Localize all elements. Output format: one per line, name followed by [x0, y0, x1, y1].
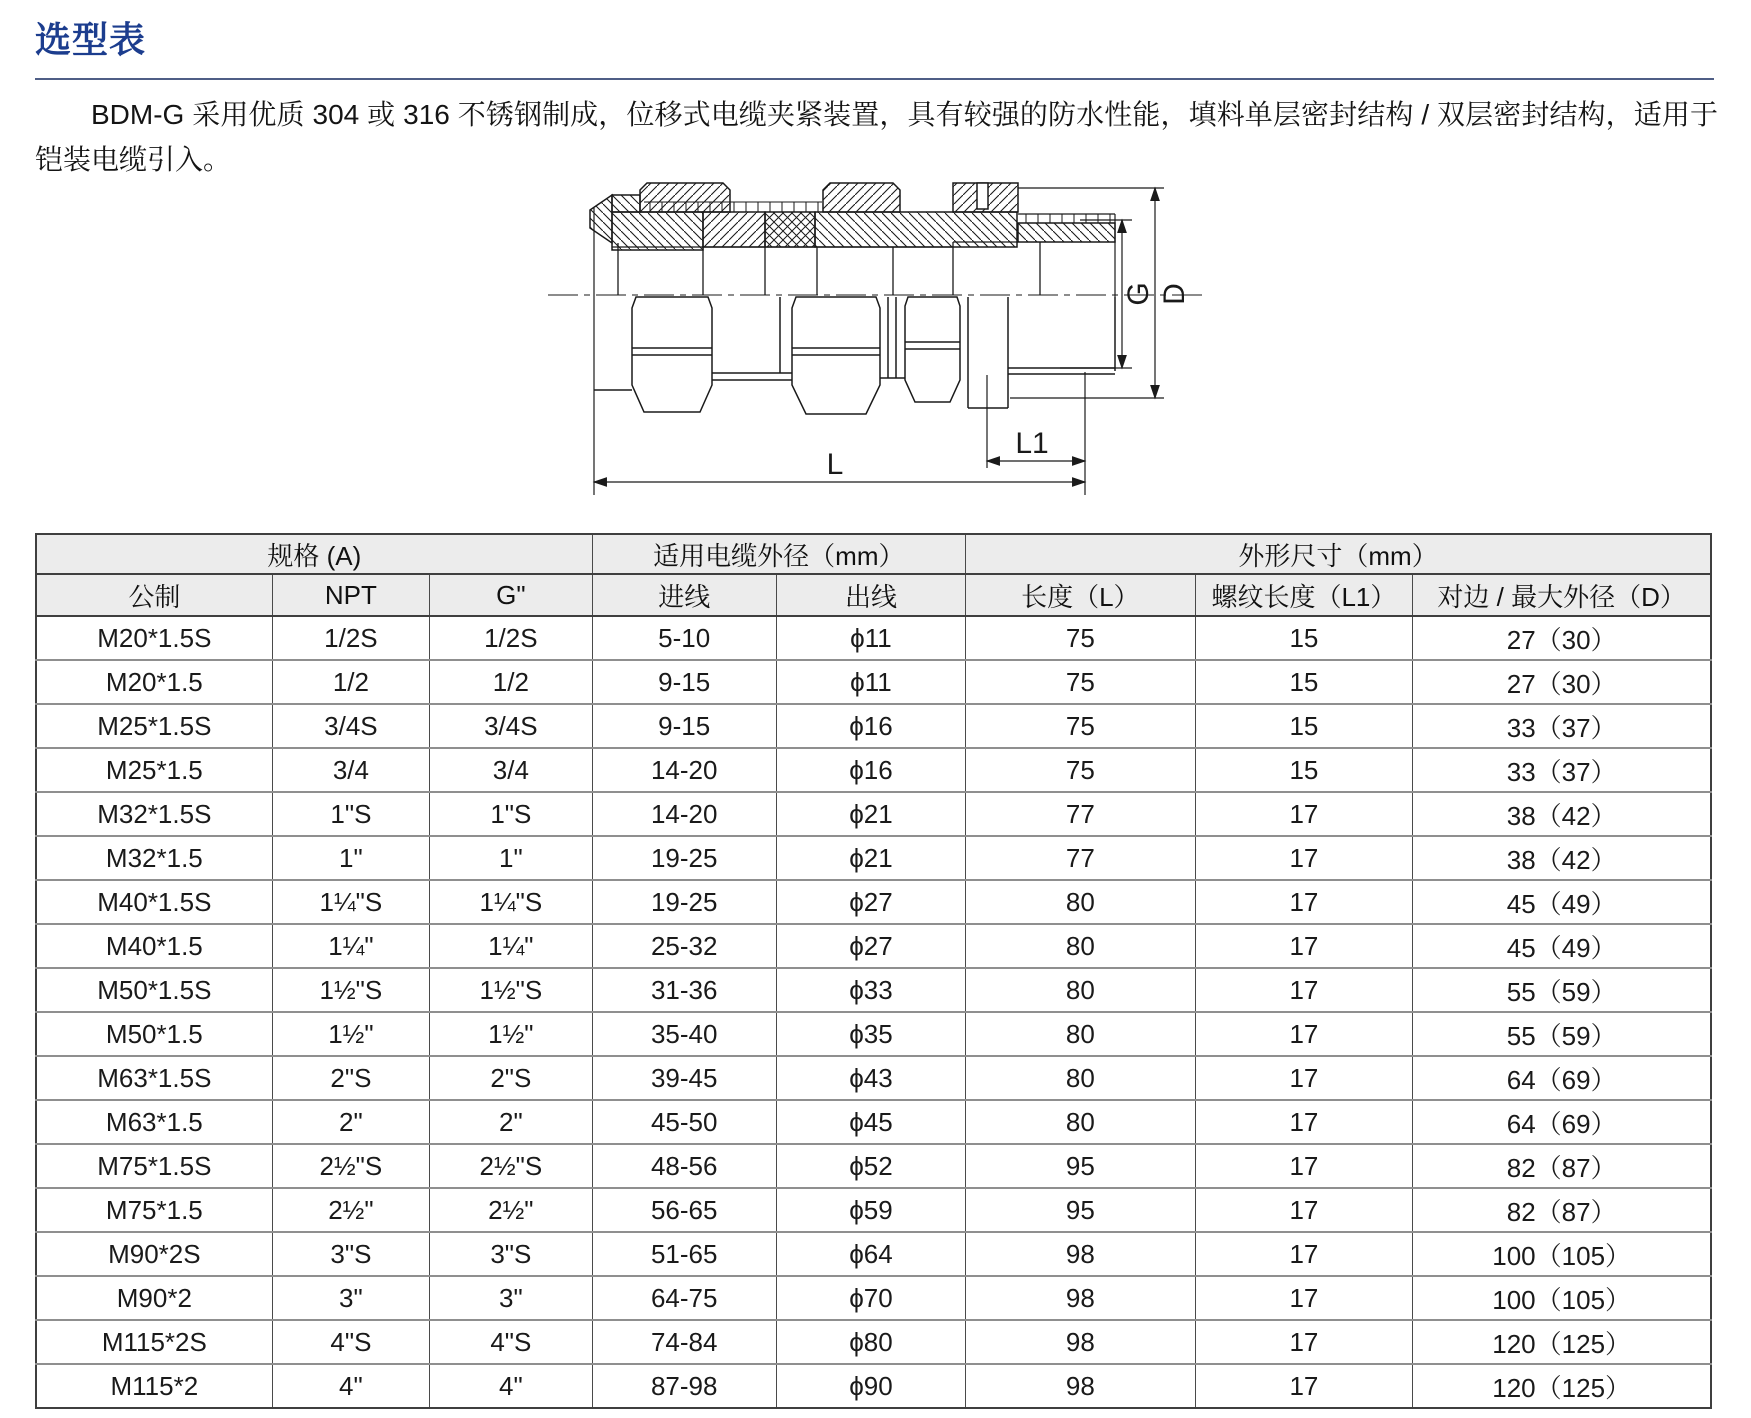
- table-cell: 2": [430, 1100, 592, 1144]
- table-cell: M50*1.5S: [36, 968, 272, 1012]
- table-cell: 80: [966, 1100, 1195, 1144]
- table-row: [36, 1320, 1711, 1364]
- table-row: [36, 1056, 1711, 1100]
- table-cell: M32*1.5S: [36, 792, 272, 836]
- table-cell: 17: [1195, 1056, 1413, 1100]
- table-cell: 27（30）: [1413, 616, 1711, 660]
- table-row: [36, 792, 1711, 836]
- table-cell: 98: [966, 1320, 1195, 1364]
- table-cell: ϕ45: [776, 1100, 965, 1144]
- table-cell: 35-40: [592, 1012, 776, 1056]
- table-cell: 5-10: [592, 616, 776, 660]
- table-cell: 27（30）: [1413, 660, 1711, 704]
- table-cell: 48-56: [592, 1144, 776, 1188]
- table-cell: 15: [1195, 748, 1413, 792]
- table-cell: 17: [1195, 1232, 1413, 1276]
- table-cell: 17: [1195, 1320, 1413, 1364]
- table-cell: ϕ90: [776, 1364, 965, 1408]
- col-header-npt: NPT: [272, 574, 429, 616]
- table-cell: 1/2: [430, 660, 592, 704]
- table-cell: 38（42）: [1413, 836, 1711, 880]
- table-cell: ϕ27: [776, 880, 965, 924]
- table-cell: 120（125）: [1413, 1364, 1711, 1408]
- group-header-spec: 规格 (A): [36, 534, 592, 574]
- table-row: [36, 1188, 1711, 1232]
- table-cell: 15: [1195, 660, 1413, 704]
- table-cell: 95: [966, 1144, 1195, 1188]
- table-cell: 31-36: [592, 968, 776, 1012]
- table-cell: 75: [966, 616, 1195, 660]
- table-row: [36, 968, 1711, 1012]
- table-cell: 1": [430, 836, 592, 880]
- table-cell: 95: [966, 1188, 1195, 1232]
- table-cell: ϕ16: [776, 704, 965, 748]
- table-cell: 75: [966, 748, 1195, 792]
- table-group-header-row: [36, 534, 1711, 574]
- table-column-header-row: [36, 574, 1711, 616]
- table-cell: 9-15: [592, 660, 776, 704]
- col-header-thread-length: 螺纹长度（L1）: [1195, 574, 1413, 616]
- table-cell: 64（69）: [1413, 1100, 1711, 1144]
- table-cell: 2½"S: [272, 1144, 429, 1188]
- table-cell: 2½"S: [430, 1144, 592, 1188]
- group-header-dimensions: 外形尺寸（mm）: [966, 534, 1711, 574]
- table-cell: 80: [966, 924, 1195, 968]
- table-cell: 98: [966, 1232, 1195, 1276]
- table-cell: 120（125）: [1413, 1320, 1711, 1364]
- table-cell: 2"S: [272, 1056, 429, 1100]
- table-cell: 80: [966, 1056, 1195, 1100]
- table-cell: 56-65: [592, 1188, 776, 1232]
- table-cell: 3/4S: [430, 704, 592, 748]
- table-cell: 3"S: [272, 1232, 429, 1276]
- table-cell: 3"S: [430, 1232, 592, 1276]
- table-row: [36, 748, 1711, 792]
- table-cell: M50*1.5: [36, 1012, 272, 1056]
- table-cell: ϕ11: [776, 660, 965, 704]
- table-cell: M75*1.5: [36, 1188, 272, 1232]
- table-cell: 80: [966, 968, 1195, 1012]
- table-cell: ϕ11: [776, 616, 965, 660]
- table-cell: 82（87）: [1413, 1188, 1711, 1232]
- table-cell: 82（87）: [1413, 1144, 1711, 1188]
- table-cell: ϕ43: [776, 1056, 965, 1100]
- table-cell: 64（69）: [1413, 1056, 1711, 1100]
- table-body: [36, 616, 1711, 1408]
- table-cell: 1½"S: [272, 968, 429, 1012]
- table-cell: ϕ21: [776, 792, 965, 836]
- table-cell: M115*2S: [36, 1320, 272, 1364]
- table-cell: 17: [1195, 1012, 1413, 1056]
- table-cell: 19-25: [592, 880, 776, 924]
- col-header-g: G": [430, 574, 592, 616]
- col-header-exit: 出线: [776, 574, 965, 616]
- table-row: [36, 1144, 1711, 1188]
- dim-label-D: D: [1158, 283, 1191, 305]
- table-cell: 15: [1195, 704, 1413, 748]
- table-cell: 38（42）: [1413, 792, 1711, 836]
- table-row: [36, 704, 1711, 748]
- table-cell: 2½": [430, 1188, 592, 1232]
- table-cell: 74-84: [592, 1320, 776, 1364]
- table-cell: 64-75: [592, 1276, 776, 1320]
- table-cell: ϕ16: [776, 748, 965, 792]
- table-cell: ϕ52: [776, 1144, 965, 1188]
- table-cell: 17: [1195, 1188, 1413, 1232]
- table-cell: 1½"S: [430, 968, 592, 1012]
- table-row: [36, 880, 1711, 924]
- table-cell: 39-45: [592, 1056, 776, 1100]
- table-cell: 45（49）: [1413, 880, 1711, 924]
- table-cell: 14-20: [592, 748, 776, 792]
- table-cell: 1¼": [430, 924, 592, 968]
- table-cell: 1": [272, 836, 429, 880]
- table-row: [36, 660, 1711, 704]
- table-cell: 1½": [430, 1012, 592, 1056]
- table-cell: 17: [1195, 924, 1413, 968]
- dim-label-L: L: [826, 448, 844, 481]
- table-cell: 33（37）: [1413, 704, 1711, 748]
- table-row: [36, 1232, 1711, 1276]
- gland-section-top: [590, 183, 1115, 297]
- table-cell: M40*1.5S: [36, 880, 272, 924]
- table-cell: M90*2: [36, 1276, 272, 1320]
- table-cell: 55（59）: [1413, 1012, 1711, 1056]
- table-cell: 1¼"S: [430, 880, 592, 924]
- table-cell: 17: [1195, 836, 1413, 880]
- table-cell: 1/2: [272, 660, 429, 704]
- col-header-length: 长度（L）: [966, 574, 1195, 616]
- col-header-entry: 进线: [592, 574, 776, 616]
- table-cell: 1"S: [430, 792, 592, 836]
- table-cell: ϕ27: [776, 924, 965, 968]
- table-cell: M75*1.5S: [36, 1144, 272, 1188]
- table-cell: M25*1.5S: [36, 704, 272, 748]
- table-cell: ϕ21: [776, 836, 965, 880]
- table-cell: ϕ33: [776, 968, 965, 1012]
- table-cell: 4"S: [272, 1320, 429, 1364]
- table-cell: 1½": [272, 1012, 429, 1056]
- table-cell: 100（105）: [1413, 1232, 1711, 1276]
- table-cell: 3/4: [430, 748, 592, 792]
- table-cell: 17: [1195, 1144, 1413, 1188]
- table-cell: 45-50: [592, 1100, 776, 1144]
- table-row: [36, 1364, 1711, 1408]
- table-cell: M20*1.5S: [36, 616, 272, 660]
- table-cell: 17: [1195, 792, 1413, 836]
- table-cell: 2"S: [430, 1056, 592, 1100]
- col-header-metric: 公制: [36, 574, 272, 616]
- table-cell: 77: [966, 792, 1195, 836]
- table-cell: 4"S: [430, 1320, 592, 1364]
- table-cell: M40*1.5: [36, 924, 272, 968]
- table-cell: 87-98: [592, 1364, 776, 1408]
- table-cell: ϕ70: [776, 1276, 965, 1320]
- table-row: [36, 924, 1711, 968]
- table-cell: 9-15: [592, 704, 776, 748]
- table-cell: 17: [1195, 880, 1413, 924]
- table-cell: 4": [272, 1364, 429, 1408]
- table-cell: 2½": [272, 1188, 429, 1232]
- table-cell: 3/4S: [272, 704, 429, 748]
- table-row: [36, 1100, 1711, 1144]
- table-cell: M25*1.5: [36, 748, 272, 792]
- table-cell: 77: [966, 836, 1195, 880]
- table-cell: 55（59）: [1413, 968, 1711, 1012]
- table-cell: M63*1.5: [36, 1100, 272, 1144]
- table-cell: 1¼": [272, 924, 429, 968]
- table-cell: 15: [1195, 616, 1413, 660]
- table-cell: ϕ59: [776, 1188, 965, 1232]
- col-header-across-flats: 对边 / 最大外径（D）: [1413, 574, 1711, 616]
- table-cell: 80: [966, 880, 1195, 924]
- table-cell: ϕ80: [776, 1320, 965, 1364]
- table-cell: M20*1.5: [36, 660, 272, 704]
- table-row: [36, 616, 1711, 660]
- table-cell: 98: [966, 1364, 1195, 1408]
- table-row: [36, 1276, 1711, 1320]
- table-cell: 80: [966, 1012, 1195, 1056]
- table-cell: 3/4: [272, 748, 429, 792]
- table-cell: ϕ35: [776, 1012, 965, 1056]
- table-cell: ϕ64: [776, 1232, 965, 1276]
- table-cell: M115*2: [36, 1364, 272, 1408]
- table-cell: 3": [272, 1276, 429, 1320]
- table-cell: 25-32: [592, 924, 776, 968]
- table-row: [36, 1012, 1711, 1056]
- table-cell: 98: [966, 1276, 1195, 1320]
- product-description: BDM-G 采用优质 304 或 316 不锈钢制成，位移式电缆夹紧装置，具有较强的防水性能，填料单层密封结构 / 双层密封结构，适用于铠装电缆引入。: [35, 99, 1718, 175]
- table-cell: 75: [966, 704, 1195, 748]
- table-cell: 17: [1195, 1276, 1413, 1320]
- table-row: [36, 836, 1711, 880]
- technical-drawing: [540, 150, 1220, 500]
- table-cell: M90*2S: [36, 1232, 272, 1276]
- table-cell: 14-20: [592, 792, 776, 836]
- table-cell: 17: [1195, 968, 1413, 1012]
- table-cell: 1/2S: [430, 616, 592, 660]
- table-cell: 19-25: [592, 836, 776, 880]
- table-cell: 75: [966, 660, 1195, 704]
- group-header-cable-od: 适用电缆外径（mm）: [592, 534, 966, 574]
- title-divider: [35, 78, 1714, 80]
- table-cell: 1/2S: [272, 616, 429, 660]
- table-cell: 33（37）: [1413, 748, 1711, 792]
- table-cell: 3": [430, 1276, 592, 1320]
- table-cell: 51-65: [592, 1232, 776, 1276]
- table-cell: 1¼"S: [272, 880, 429, 924]
- table-cell: 17: [1195, 1364, 1413, 1408]
- table-cell: M32*1.5: [36, 836, 272, 880]
- gland-external-bottom: [594, 297, 1115, 414]
- page-title: 选型表: [35, 19, 147, 60]
- table-cell: 17: [1195, 1100, 1413, 1144]
- dim-label-G: G: [1122, 282, 1155, 306]
- table-cell: 45（49）: [1413, 924, 1711, 968]
- table-cell: 2": [272, 1100, 429, 1144]
- table-cell: 1"S: [272, 792, 429, 836]
- dim-label-L1: L1: [1015, 427, 1049, 460]
- selection-table: [35, 533, 1712, 1409]
- table-cell: 100（105）: [1413, 1276, 1711, 1320]
- table-cell: M63*1.5S: [36, 1056, 272, 1100]
- table-cell: 4": [430, 1364, 592, 1408]
